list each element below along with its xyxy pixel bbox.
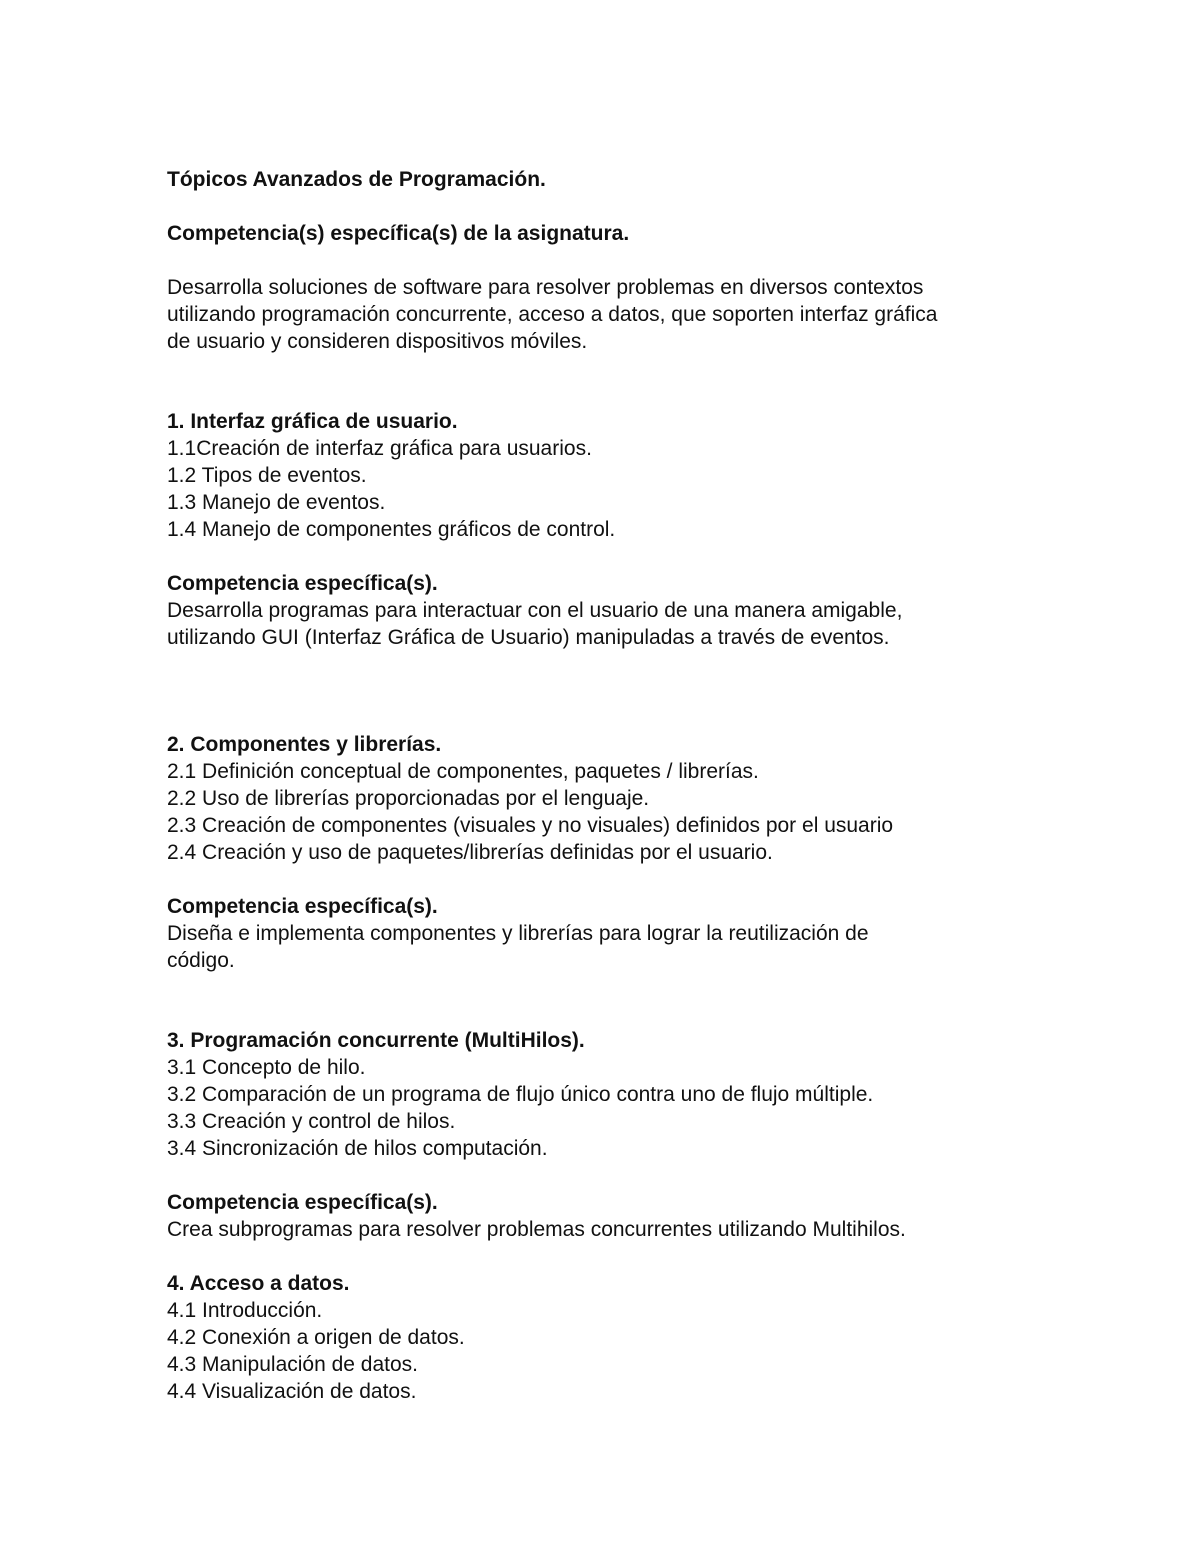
unit-competency-label: Competencia específica(s). [167,895,438,918]
unit-topic: 3.4 Sincronización de hilos computación. [167,1137,548,1160]
unit-topic: 2.2 Uso de librerías proporcionadas por el lenguaje. [167,787,650,810]
unit-competency-text: Desarrolla programas para interactuar con el usuario de una manera amigable, [167,599,903,622]
competency-heading: Competencia(s) específica(s) de la asignatura. [167,222,630,245]
unit-topic: 3.1 Concepto de hilo. [167,1056,366,1079]
spacer [167,1243,1067,1270]
unit-heading: 2. Componentes y librerías. [167,733,442,756]
spacer [167,1162,1067,1189]
unit-competency-label: Competencia específica(s). [167,572,438,595]
spacer [167,974,1067,1027]
unit-topic: 4.3 Manipulación de datos. [167,1353,419,1376]
description-line: Desarrolla soluciones de software para resolver problemas en diversos contextos [167,276,924,299]
unit-heading: 4. Acceso a datos. [167,1272,350,1295]
document-title: Tópicos Avanzados de Programación. [167,168,546,191]
unit-competency-text: código. [167,949,235,972]
unit-topic: 2.1 Definición conceptual de componentes, paquetes / librerías. [167,760,759,783]
unit-topic: 4.4 Visualización de datos. [167,1380,417,1403]
unit-topic: 1.1Creación de interfaz gráfica para usuarios. [167,437,592,460]
unit-topic: 2.3 Creación de componentes (visuales y no visuales) definidos por el usuario [167,814,894,837]
unit-topic: 1.4 Manejo de componentes gráficos de control. [167,518,616,541]
unit-competency-label: Competencia específica(s). [167,1191,438,1214]
unit-topic: 4.1 Introducción. [167,1299,323,1322]
unit-topic: 3.2 Comparación de un programa de flujo único contra uno de flujo múltiple. [167,1083,874,1106]
unit-topic: 1.2 Tipos de eventos. [167,464,367,487]
spacer [167,355,1067,408]
unit-competency-text: Diseña e implementa componentes y librerías para lograr la reutilización de [167,922,869,945]
unit-topic: 1.3 Manejo de eventos. [167,491,386,514]
description-line: utilizando programación concurrente, acceso a datos, que soporten interfaz gráfica [167,303,938,326]
spacer [167,866,1067,893]
unit-topic: 3.3 Creación y control de hilos. [167,1110,456,1133]
description-line: de usuario y consideren dispositivos móviles. [167,330,588,353]
unit-heading: 1. Interfaz gráfica de usuario. [167,410,458,433]
unit-topic: 4.2 Conexión a origen de datos. [167,1326,465,1349]
spacer [167,543,1067,570]
spacer [167,247,1067,274]
document-page [167,166,1067,1405]
unit-competency-text: Crea subprogramas para resolver problemas concurrentes utilizando Multihilos. [167,1218,906,1241]
unit-topic: 2.4 Creación y uso de paquetes/librerías definidas por el usuario. [167,841,773,864]
unit-competency-text: utilizando GUI (Interfaz Gráfica de Usuario) manipuladas a través de eventos. [167,626,890,649]
unit-heading: 3. Programación concurrente (MultiHilos). [167,1029,585,1052]
spacer [167,193,1067,220]
spacer [167,651,1067,731]
